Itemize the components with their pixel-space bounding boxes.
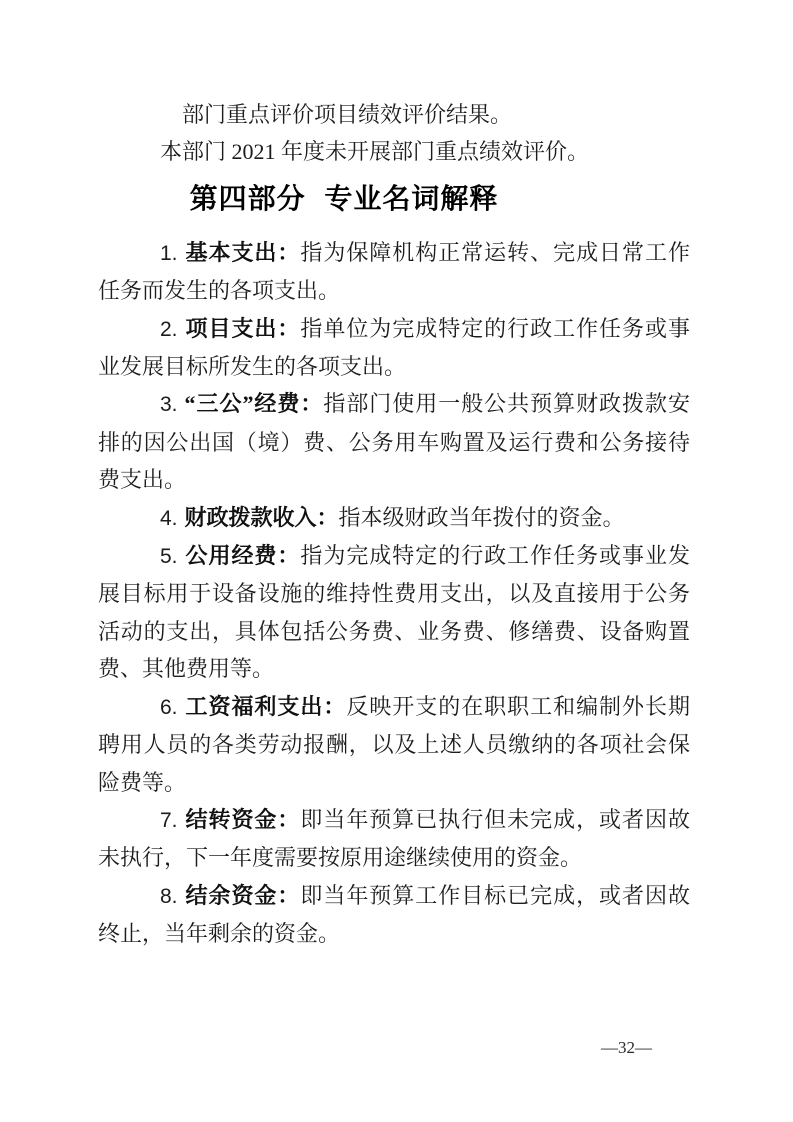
term-definition: 指为保障机构正常运转、完成日常工作任务而发生的各项支出。 [98, 239, 690, 304]
term-definition: 指单位为完成特定的行政工作任务或事业发展目标所发生的各项支出。 [98, 315, 690, 380]
term-number: 1. [160, 241, 178, 265]
term-item-8 [98, 877, 690, 953]
term-item-4 [98, 499, 690, 537]
term-name: 结余资金： [184, 882, 301, 908]
term-number: 7. [160, 808, 178, 832]
term-number: 5. [160, 545, 178, 569]
term-definition: 指本级财政当年拨付的资金。 [338, 504, 625, 530]
term-definition: 指部门使用一般公共预算财政拨款安排的因公出国（境）费、公务用车购置及运行费和公务接待费支出。 [98, 391, 690, 493]
term-name: 财政拨款收入： [184, 504, 339, 530]
term-name: 项目支出： [184, 315, 301, 341]
term-item-5 [98, 537, 690, 688]
term-item-2 [98, 310, 690, 386]
term-number: 2. [160, 317, 178, 341]
term-number: 8. [160, 884, 178, 908]
term-name: 工资福利支出： [184, 693, 347, 719]
document-content [98, 96, 690, 953]
term-definition: 即当年预算工作目标已完成，或者因故终止，当年剩余的资金。 [98, 882, 690, 947]
term-item-3 [98, 385, 690, 498]
term-item-6 [98, 688, 690, 801]
term-item-1 [98, 234, 690, 310]
intro-line-2: 本部门 2021 年度未开展部门重点绩效评价。 [160, 139, 590, 165]
term-name: “三公”经费： [184, 391, 324, 417]
term-name: 结转资金： [184, 806, 301, 832]
term-item-7 [98, 801, 690, 877]
term-definition: 指为完成特定的行政工作任务或事业发展目标用于设备设施的维持性费用支出，以及直接用于公务活动的支出，具体包括公务费、业务费、修缮费、设备购置费、其他费用等。 [98, 543, 690, 682]
term-number: 4. [160, 506, 178, 530]
intro-line-1: 部门重点评价项目绩效评价结果。 [182, 102, 513, 127]
term-definition: 反映开支的在职职工和编制外长期聘用人员的各类劳动报酬，以及上述人员缴纳的各项社会保险费等。 [98, 693, 690, 795]
term-number: 3. [160, 393, 178, 417]
term-number: 6. [160, 695, 178, 719]
term-name: 公用经费： [184, 543, 301, 569]
term-name: 基本支出： [184, 239, 301, 265]
term-definition: 即当年预算已执行但未完成，或者因故未执行，下一年度需要按原用途继续使用的资金。 [98, 806, 690, 871]
section-title: 第四部分 专业名词解释 [189, 182, 499, 214]
page-number: —32— [601, 1038, 652, 1057]
